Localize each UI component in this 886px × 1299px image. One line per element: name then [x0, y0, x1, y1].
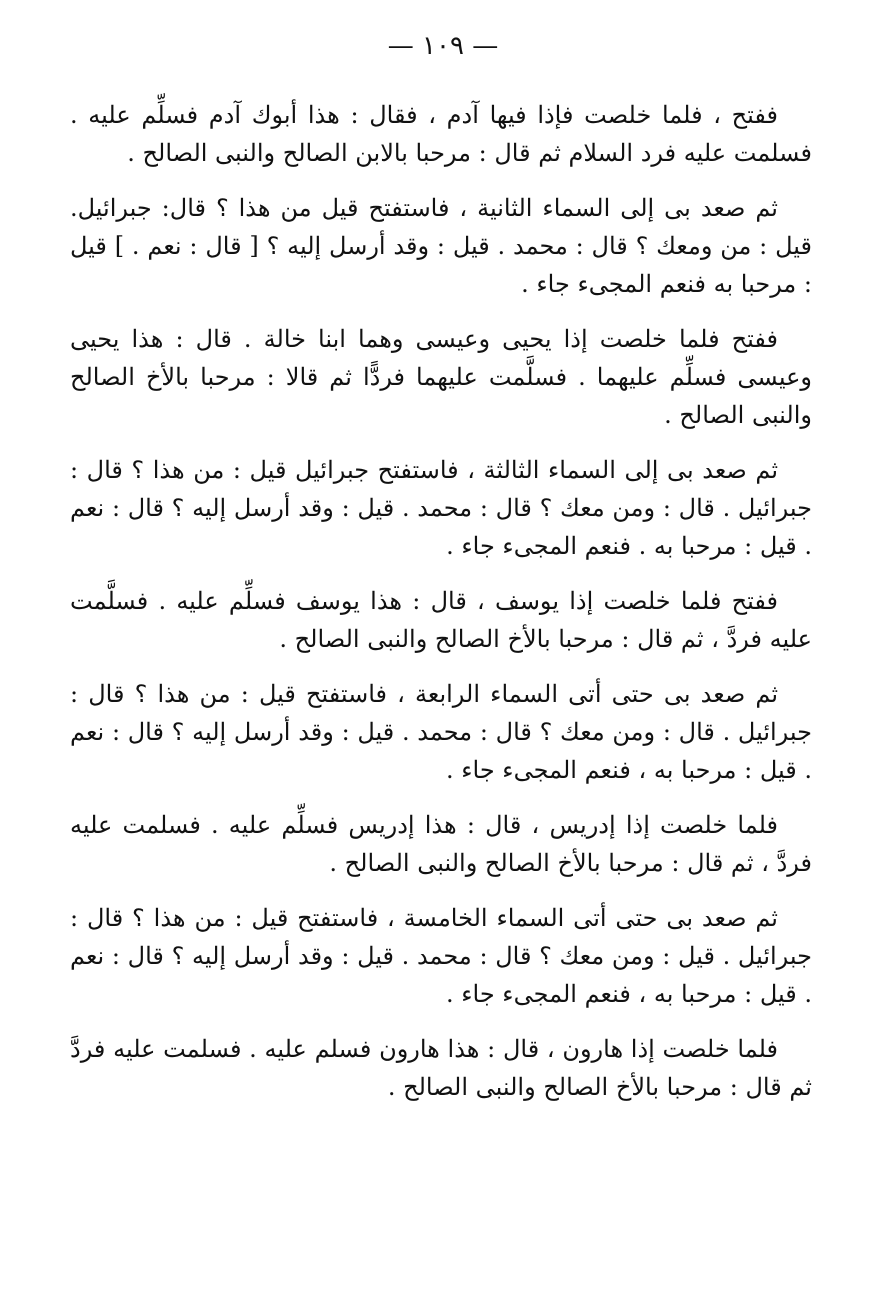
paragraph: فلما خلصت إذا هارون ، قال : هذا هارون فسلم عليه . فسلمت عليه فردَّ ثم قال : مرحبا بالأخ الصالح والنبى الصالح . — [70, 1035, 812, 1101]
paragraph: ثم صعد بى إلى السماء الثالثة ، فاستفتح جبرائيل قيل : من هذا ؟ قال : جبرائيل . قال : ومن معك ؟ قال : محمد . قيل : وقد أرسل إليه ؟ قال : نعم . قيل : مرحبا به . فنعم المجىء جاء . — [70, 456, 812, 560]
paragraph: ثم صعد بى حتى أتى السماء الخامسة ، فاستفتح قيل : من هذا ؟ قال : جبرائيل . قيل : ومن معك ؟ قال : محمد . قيل : وقد أرسل إليه ؟ قال : نعم . قيل : مرحبا به ، فنعم المجىء جاء . — [70, 904, 812, 1008]
paragraph: ففتح فلما خلصت إذا يوسف ، قال : هذا يوسف فسلِّم عليه . فسلَّمت عليه فردَّ ، ثم قال : مرحبا بالأخ الصالح والنبى الصالح . — [70, 587, 812, 653]
paragraph: ثم صعد بى حتى أتى السماء الرابعة ، فاستفتح قيل : من هذا ؟ قال : جبرائيل . قال : ومن معك ؟ قال : محمد . قيل : وقد أرسل إليه ؟ قال : نعم . قيل : مرحبا به ، فنعم المجىء جاء . — [70, 680, 812, 784]
paragraph: ففتح ، فلما خلصت فإذا فيها آدم ، فقال : هذا أبوك آدم فسلِّم عليه . فسلمت عليه فرد السلام ثم قال : مرحبا بالابن الصالح والنبى الصالح . — [70, 101, 812, 167]
body-text — [70, 96, 812, 1106]
paragraph: فلما خلصت إذا إدريس ، قال : هذا إدريس فسلِّم عليه . فسلمت عليه فردَّ ، ثم قال : مرحبا بالأخ الصالح والنبى الصالح . — [70, 811, 812, 877]
paragraph: ففتح فلما خلصت إذا يحيى وعيسى وهما ابنا خالة . قال : هذا يحيى وعيسى فسلِّم عليهما . فسلَّمت عليهما فردًّا ثم قالا : مرحبا بالأخ الصالح والنبى الصالح . — [70, 325, 812, 429]
page-number: — ١٠٩ — — [387, 31, 499, 61]
paragraph: ثم صعد بى إلى السماء الثانية ، فاستفتح قيل من هذا ؟ قال: جبرائيل. قيل : من ومعك ؟ قال : محمد . قيل : وقد أرسل إليه ؟ [ قال : نعم . ] قيل : مرحبا به فنعم المجىء جاء . — [70, 194, 812, 298]
